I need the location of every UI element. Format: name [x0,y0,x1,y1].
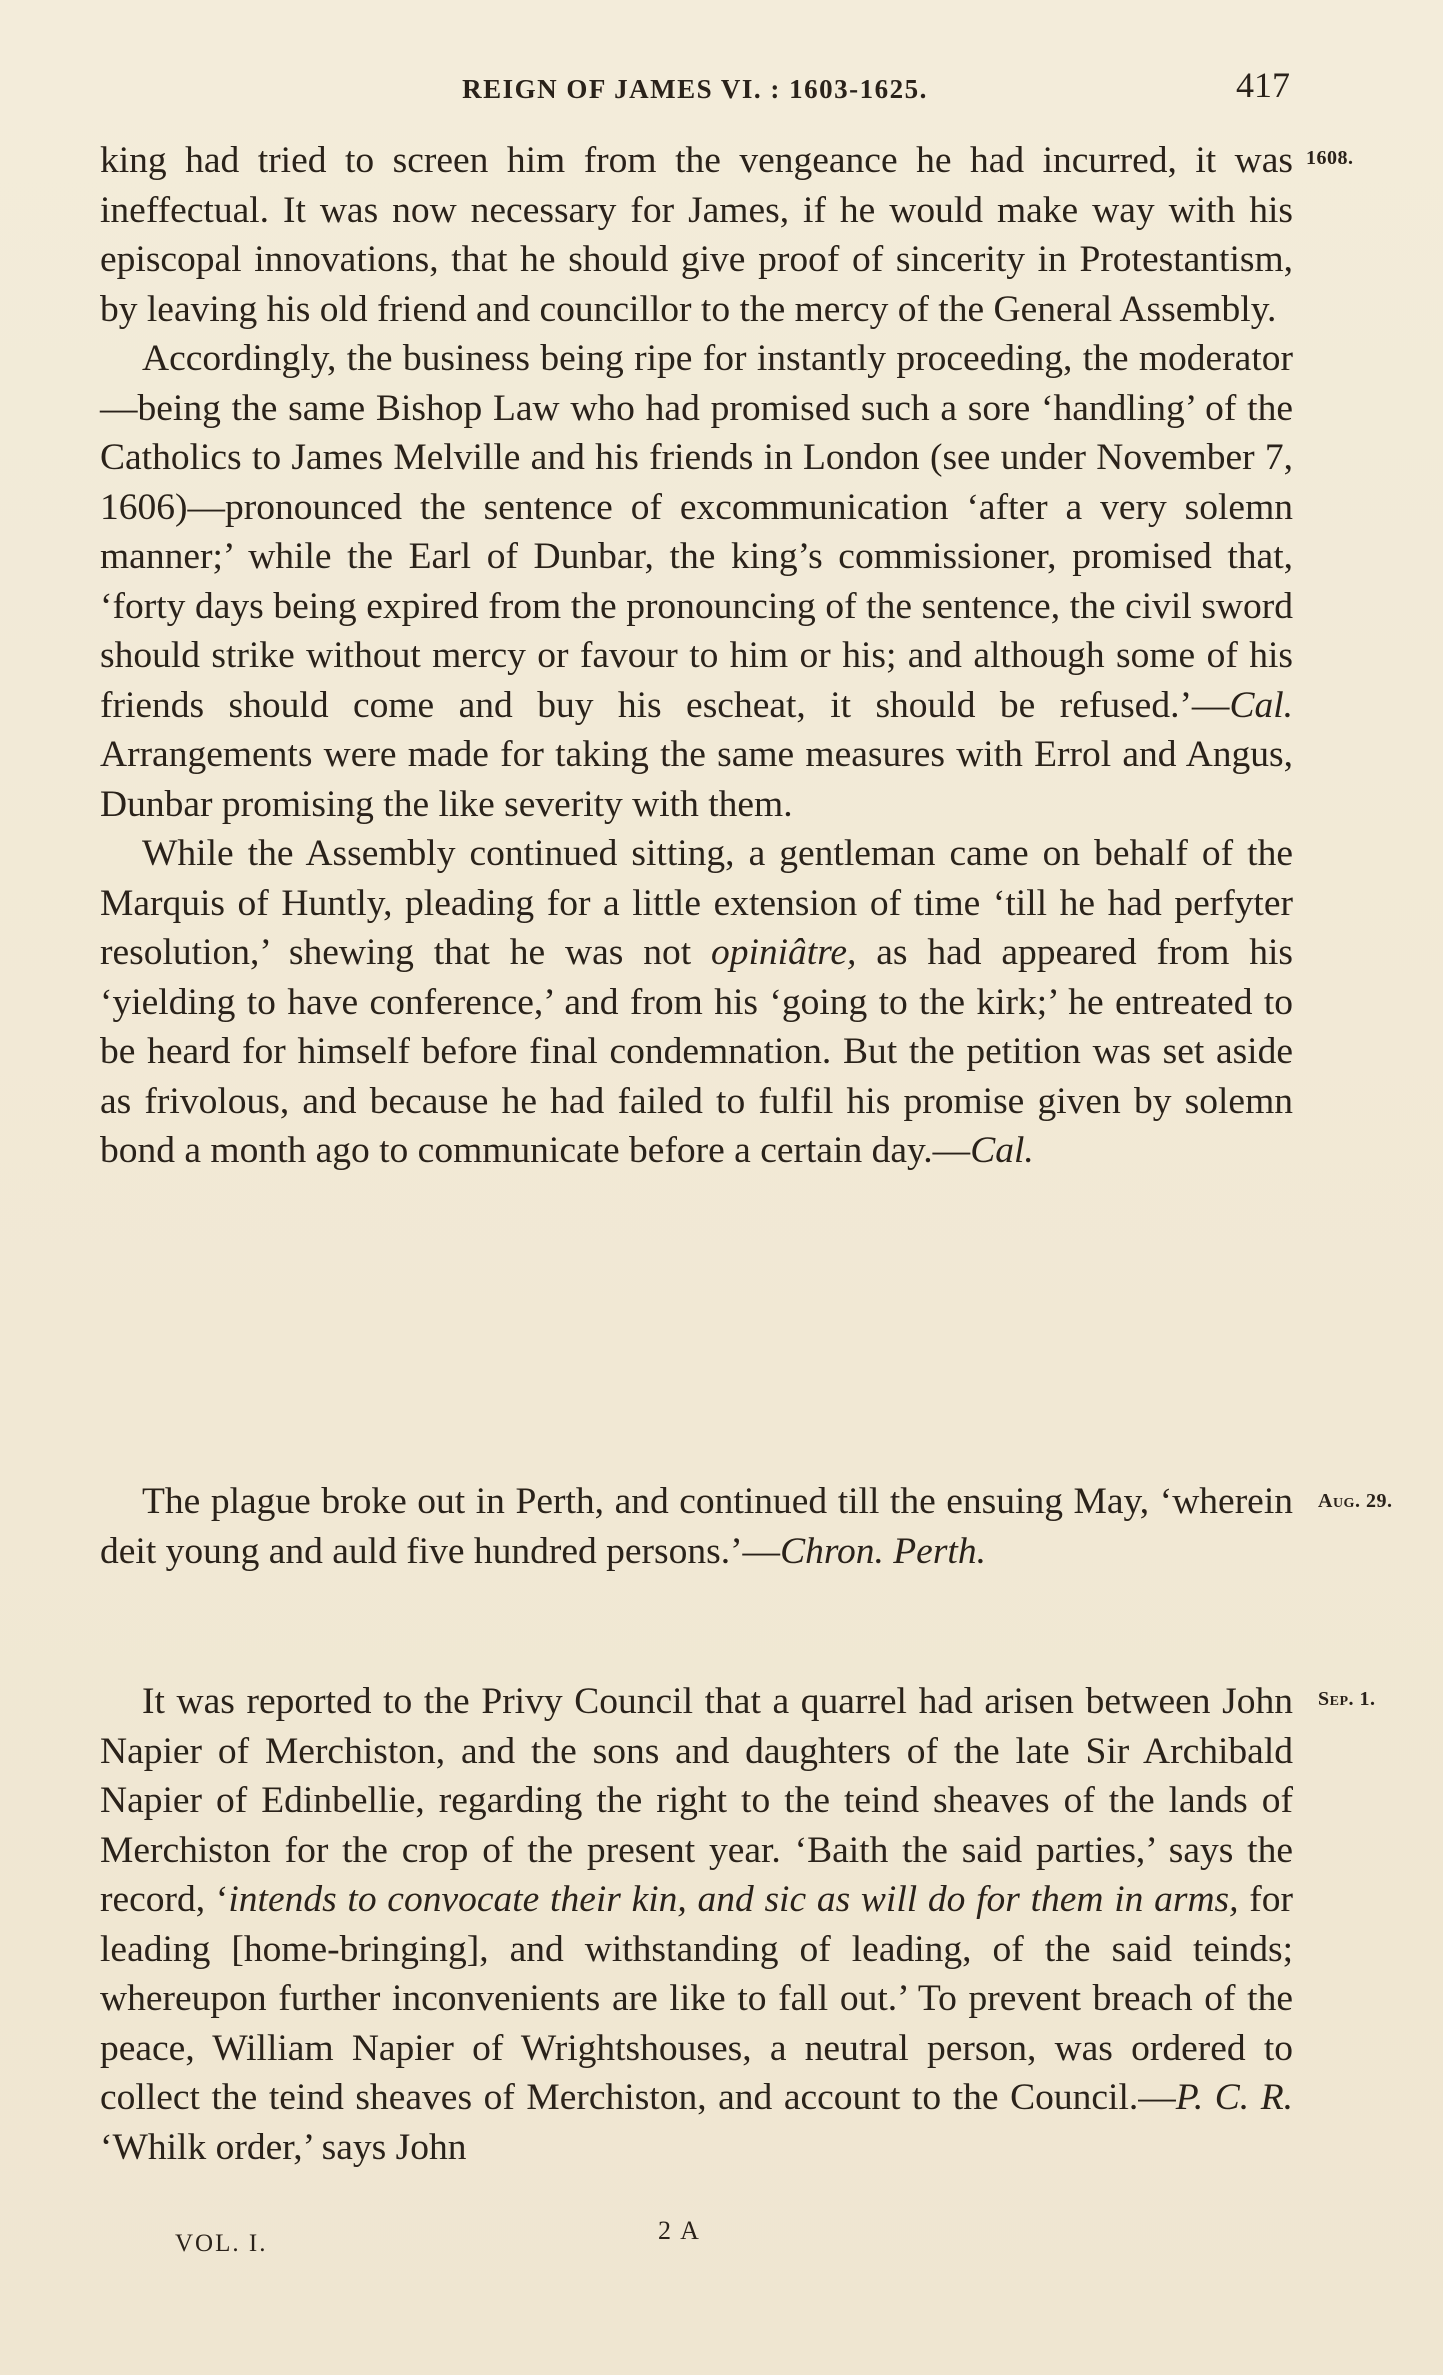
italic-phrase: opiniâtre, [710,932,857,973]
paragraph-text: ‘Whilk order,’ says John [100,2126,467,2168]
citation: Cal. [1229,684,1293,726]
citation: Cal. [970,1130,1034,1171]
paragraph [100,334,1293,829]
running-header [100,64,1290,114]
page-number: 417 [1236,65,1290,105]
citation: P. C. R. [1175,2077,1293,2118]
margin-note-year: 1608. [1306,147,1354,169]
paragraph-text: The plague broke out in Perth, and continued till the ensuing May, ‘wherein deit young and auld five hundred persons.’— [100,1481,1293,1572]
paragraph-text: for leading [home-bringing], and withstanding of leading, of the said teinds; whereupon further inconvenients are like to fall out.’ To prevent breach of the peace, William Napier of Wrightshouses, a neutral person, was ordered to collect the teind sheaves of Merchiston, and account to the Council.— [100,1879,1293,2118]
section-3 [100,1677,1293,2172]
section-2 [100,1477,1293,1576]
paragraph-text: While the Assembly continued sitting, a gentleman came on behalf of the Marquis of Huntly, pleading for a little extension of time ‘till he had perfyter resolution,’ shewing that he was not [100,833,1293,973]
paragraph [100,1677,1293,2172]
margin-note-sep: Sep. 1. [1318,1688,1376,1710]
paragraph-text: Accordingly, the business being ripe for instantly proceeding, the moderator—being the same Bishop Law who had promised such a sore ‘handling’ of the Catholics to James Melville and his friends in London (see under November 7, 1606)—pronounced the sentence of excommunication ‘after a very solemn manner;’ while the Earl of Dunbar, the king’s commissioner, promised that, ‘forty days being expired from the pronouncing of the sentence, the civil sword should strike without mercy or favour to him or his; and although some of his friends should come and buy his escheat, it should be refused.’— [100,338,1293,726]
volume-label: VOL. I. [175,2230,268,2257]
paragraph [100,136,1293,334]
margin-note-aug: Aug. 29. [1318,1490,1393,1512]
citation: Chron. Perth. [780,1530,986,1572]
paragraph [100,829,1293,1176]
paragraph-text: king had tried to screen him from the vengeance he had incurred, it was ineffectual. It was now necessary for James, if he would make way with his episcopal innovations, that he should give proof of sincerity in Protestantism, by leaving his old friend and councillor to the mercy of the General Assembly. [100,140,1293,330]
paragraph [100,1477,1293,1576]
running-title: REIGN OF JAMES VI. : 1603-1625. [462,74,928,104]
italic-phrase: intends to convocate their kin, and sic as will do for them in arms, [228,1879,1239,1920]
paragraph-text: Arrangements were made for taking the same measures with Errol and Angus, Dunbar promising the like severity with them. [100,734,1293,825]
section-1 [100,136,1293,1176]
signature-mark: 2 A [658,2216,701,2245]
paragraph-text: It was reported to the Privy Council that a quarrel had arisen between John Napier of Merchiston, and the sons and daughters of the late Sir Archibald Napier of Edinbellie, regarding the right to the teind sheaves of the lands of Merchiston for the crop of the present year. ‘Baith the said parties,’ says the record, ‘ [100,1681,1293,1920]
paragraph-text: as had appeared from his ‘yielding to have conference,’ and from his ‘going to the kirk;’ he entreated to be heard for himself before final condemnation. But the petition was set aside as frivolous, and because he had failed to fulfil his promise given by solemn bond a month ago to communicate before a certain day.— [100,932,1293,1171]
